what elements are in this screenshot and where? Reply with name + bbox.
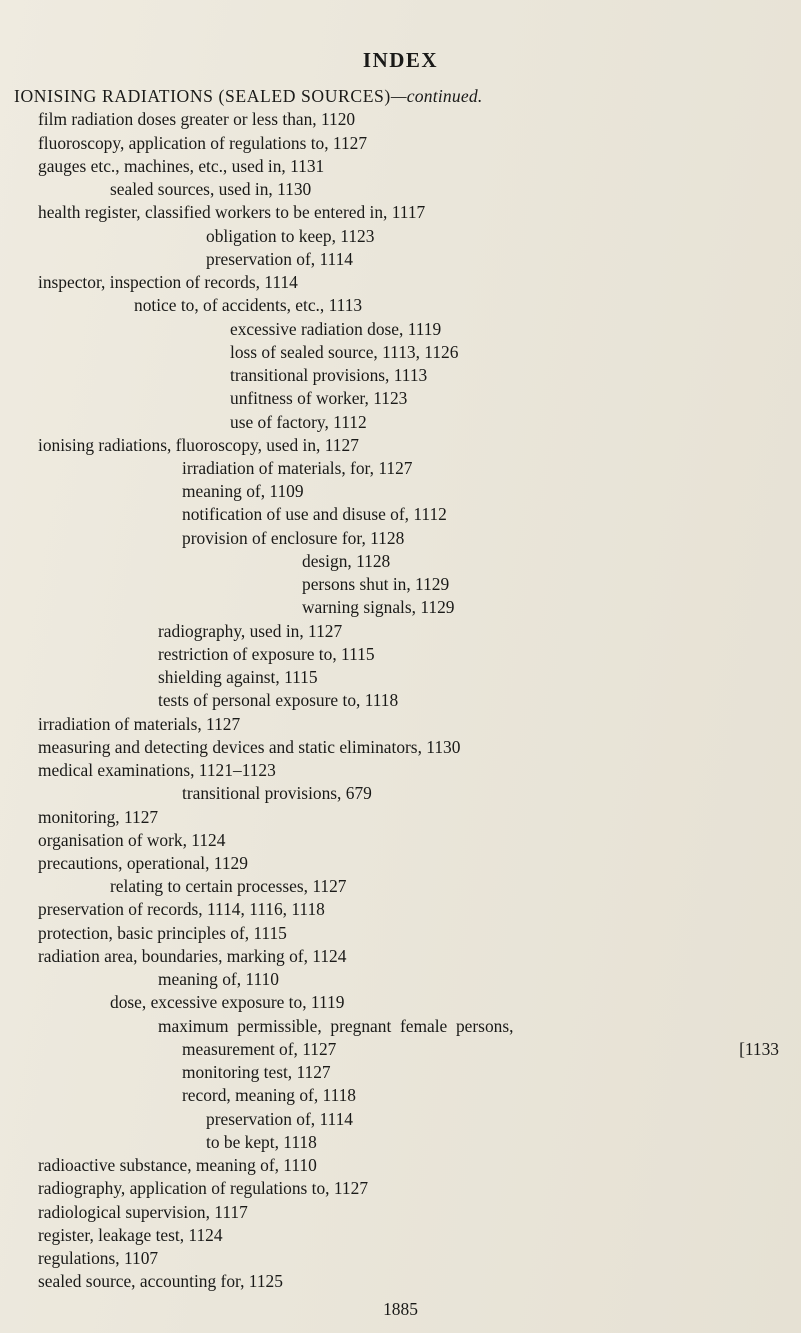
index-entry (14, 689, 779, 712)
index-entry (14, 411, 779, 434)
index-entry-text: transitional provisions, 1113 (230, 365, 428, 386)
index-entry-text: warning signals, 1129 (302, 597, 455, 618)
index-entry (14, 503, 779, 526)
index-entry-text: restriction of exposure to, 1115 (158, 643, 375, 664)
index-entry (14, 155, 779, 178)
index-entry (14, 1247, 779, 1270)
index-entry-text: tests of personal exposure to, 1118 (158, 690, 399, 711)
index-entry-text: meaning of, 1110 (158, 969, 279, 990)
index-entry (14, 968, 779, 991)
index-entry (14, 1084, 779, 1107)
index-entry-text: relating to certain processes, 1127 (110, 876, 347, 897)
index-entry (14, 387, 779, 410)
index-entry (14, 1131, 779, 1154)
index-entry-text: dose, excessive exposure to, 1119 (110, 992, 345, 1013)
index-entry (14, 759, 779, 782)
index-entry (14, 829, 779, 852)
index-entry (14, 736, 779, 759)
index-entry-text: notification of use and disuse of, 1112 (182, 504, 447, 525)
index-entry-text: radiation area, boundaries, marking of, 1124 (38, 945, 347, 966)
index-entry-text: monitoring test, 1127 (182, 1062, 331, 1083)
index-entry-text: organisation of work, 1124 (38, 829, 226, 850)
index-entry-text: preservation of, 1114 (206, 1108, 353, 1129)
index-entry-text: measuring and detecting devices and static eliminators, 1130 (38, 736, 461, 757)
index-entry-text: regulations, 1107 (38, 1247, 159, 1268)
index-entry (14, 643, 779, 666)
index-entry (14, 1015, 779, 1038)
index-entry-text: transitional provisions, 679 (182, 783, 372, 804)
index-entry (14, 852, 779, 875)
index-entry-text: radiography, application of regulations to, 1127 (38, 1178, 369, 1199)
index-entry-text: sealed source, accounting for, 1125 (38, 1271, 283, 1292)
index-entry-text: excessive radiation dose, 1119 (230, 318, 442, 339)
index-entry (14, 527, 779, 550)
page-folio: 1885 (383, 1299, 418, 1320)
index-entry (14, 1154, 779, 1177)
index-entry-text: gauges etc., machines, etc., used in, 1131 (38, 155, 325, 176)
index-entry-text: film radiation doses greater or less than, 1120 (38, 109, 356, 130)
index-entry (14, 713, 779, 736)
index-entry (14, 1038, 779, 1061)
index-entry (14, 573, 779, 596)
index-entry-text: notice to, of accidents, etc., 1113 (134, 295, 363, 316)
index-entry-text: inspector, inspection of records, 1114 (38, 272, 298, 293)
index-entry-text: irradiation of materials, 1127 (38, 713, 241, 734)
index-entry-text: register, leakage test, 1124 (38, 1224, 223, 1245)
index-entry (14, 1270, 779, 1293)
index-entry-text: radiological supervision, 1117 (38, 1201, 248, 1222)
index-entry (14, 271, 779, 294)
index-entry (14, 108, 779, 131)
index-entry-text: loss of sealed source, 1113, 1126 (230, 341, 459, 362)
index-entry (14, 806, 779, 829)
index-entry (14, 434, 779, 457)
index-entry-text: radioactive substance, meaning of, 1110 (38, 1155, 317, 1176)
index-heading-main: IONISING RADIATIONS (SEALED SOURCES) (14, 86, 391, 106)
index-entry-text: record, meaning of, 1118 (182, 1085, 357, 1106)
index-entry (14, 945, 779, 968)
index-entry (14, 480, 779, 503)
index-entry-text: fluoroscopy, application of regulations to, 1127 (38, 132, 368, 153)
index-entry (14, 666, 779, 689)
index-entry (14, 201, 779, 224)
index-entry-text: persons shut in, 1129 (302, 574, 450, 595)
index-entry (14, 1201, 779, 1224)
index-entry (14, 1061, 779, 1084)
index-entry-text: radiography, used in, 1127 (158, 620, 343, 641)
index-entry-text: shielding against, 1115 (158, 667, 318, 688)
index-entry (14, 991, 779, 1014)
index-entry (14, 782, 779, 805)
index-entry-text: precautions, operational, 1129 (38, 852, 248, 873)
index-entry (14, 898, 779, 921)
index-entry-list (14, 108, 779, 1293)
index-entry (14, 248, 779, 271)
index-entry (14, 364, 779, 387)
index-entry-text: health register, classified workers to be entered in, 1117 (38, 202, 426, 223)
index-entry (14, 341, 779, 364)
index-entry-page-ref: [1133 (739, 1038, 779, 1059)
index-entry (14, 596, 779, 619)
index-entry-text: meaning of, 1109 (182, 481, 304, 502)
index-entry-text: use of factory, 1112 (230, 411, 367, 432)
index-entry-text: irradiation of materials, for, 1127 (182, 458, 413, 478)
index-entry-text: sealed sources, used in, 1130 (110, 179, 312, 200)
index-entry (14, 1177, 779, 1200)
index-body (0, 85, 801, 1293)
index-entry (14, 318, 779, 341)
index-entry-text: design, 1128 (302, 550, 391, 571)
index-entry (14, 178, 779, 201)
index-entry-text: maximum permissible, pregnant female persons, (158, 1015, 514, 1036)
index-entry-text: protection, basic principles of, 1115 (38, 922, 287, 943)
index-entry-text: ionising radiations, fluoroscopy, used in, 1127 (38, 434, 359, 455)
index-entry (14, 225, 779, 248)
page-title: INDEX (362, 48, 439, 72)
index-entry-text: provision of enclosure for, 1128 (182, 527, 405, 548)
index-entry-text: to be kept, 1118 (206, 1131, 317, 1152)
index-entry (14, 132, 779, 155)
index-entry (14, 1108, 779, 1131)
index-entry (14, 294, 779, 317)
index-heading-continued: —continued. (390, 86, 483, 106)
index-heading (14, 85, 779, 108)
index-entry-text: measurement of, 1127 (182, 1038, 337, 1059)
index-entry-text: preservation of records, 1114, 1116, 1118 (38, 899, 325, 920)
index-entry (14, 1224, 779, 1247)
index-entry-text: medical examinations, 1121–1123 (38, 760, 276, 781)
index-entry (14, 550, 779, 573)
index-entry-text: monitoring, 1127 (38, 806, 159, 827)
index-entry-text: obligation to keep, 1123 (206, 225, 375, 246)
index-entry-text: preservation of, 1114 (206, 248, 353, 269)
index-entry (14, 875, 779, 898)
index-entry (14, 620, 779, 643)
index-entry (14, 457, 779, 480)
index-entry-text: unfitness of worker, 1123 (230, 388, 408, 409)
index-entry (14, 922, 779, 945)
